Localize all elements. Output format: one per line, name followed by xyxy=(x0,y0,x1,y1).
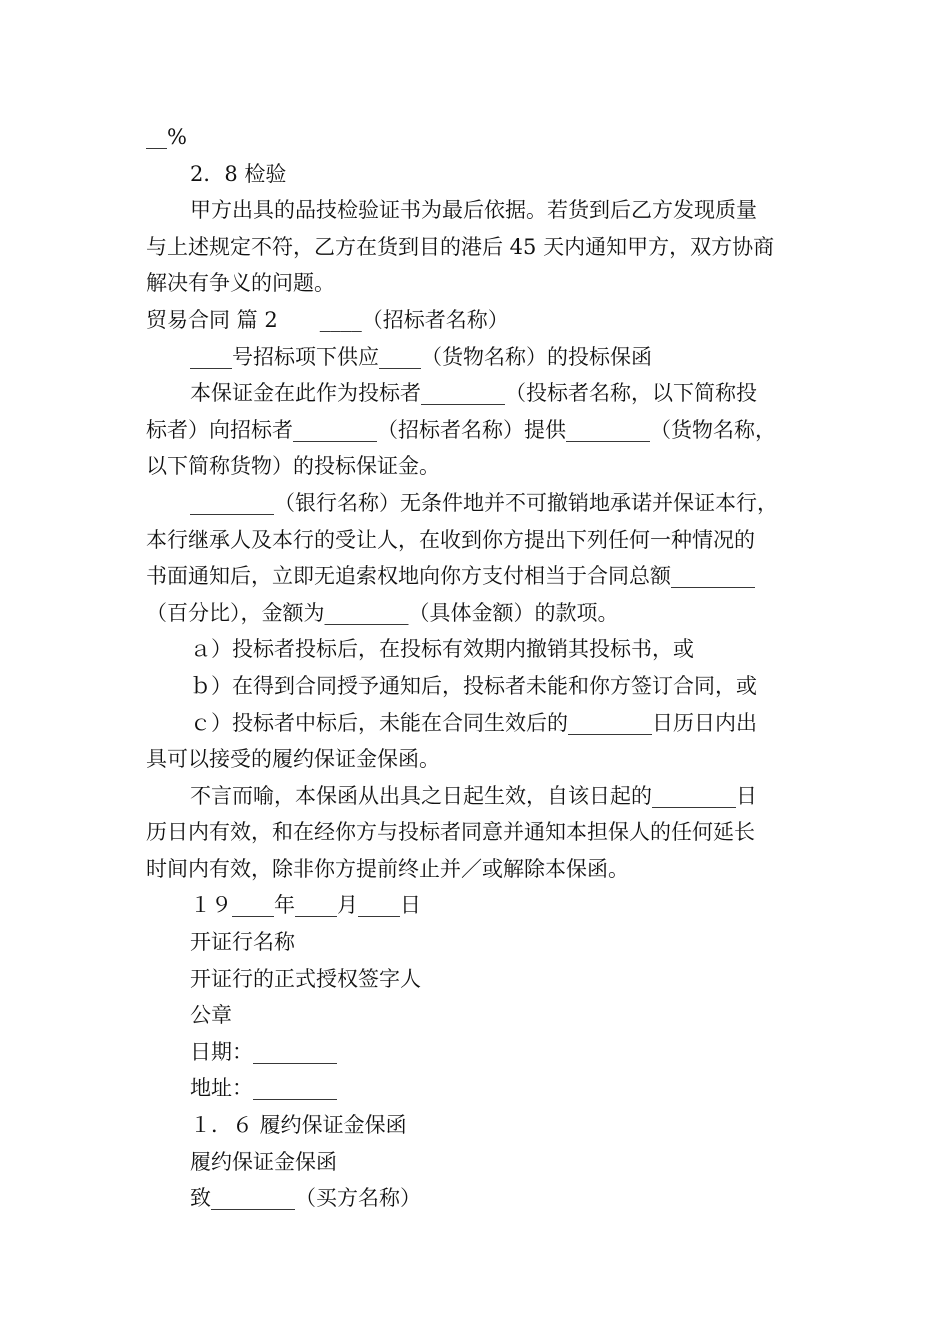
paragraph-line: 甲方出具的品技检验证书为最后依据。若货到后乙方发现质量 xyxy=(190,198,757,223)
paragraph-line: 书面通知后，立即无追索权地向你方支付相当于合同总额________ xyxy=(146,564,755,589)
addressee-line: 致________（买方名称） xyxy=(190,1186,421,1211)
document-page xyxy=(146,119,816,1217)
paragraph-line: 解决有争义的问题。 xyxy=(146,271,335,296)
paragraph-line: 历日内有效，和在经你方与投标者同意并通知本担保人的任何延长 xyxy=(146,820,755,845)
authorized-signatory: 开证行的正式授权签字人 xyxy=(190,966,421,991)
section-heading-inspection: 2．8 检验 xyxy=(190,161,287,186)
paragraph-line: 不言而喻，本保函从出具之日起生效，自该日起的________日 xyxy=(190,783,757,808)
percent-line: __% xyxy=(146,125,187,149)
paragraph-line: 时间内有效，除非你方提前终止并／或解除本保函。 xyxy=(146,856,629,881)
section-heading-performance-guarantee: １．６ 履约保证金保函 xyxy=(190,1113,407,1138)
performance-guarantee-title: 履约保证金保函 xyxy=(190,1149,337,1174)
official-seal: 公章 xyxy=(190,1003,232,1028)
paragraph-line: 与上述规定不符，乙方在货到目的港后 45 天内通知甲方，双方协商 xyxy=(146,234,775,259)
date-line: １９____年____月____日 xyxy=(190,893,421,918)
paragraph-line: ________（银行名称）无条件地并不可撤销地承诺并保证本行， xyxy=(190,490,778,515)
paragraph-line: 标者）向招标者________（招标者名称）提供________（货物名称， xyxy=(146,417,776,442)
clause-a: ａ）投标者投标后，在投标有效期内撤销其投标书，或 xyxy=(190,637,694,662)
address-field: 地址：________ xyxy=(190,1076,337,1101)
guarantee-title-line: ____号招标项下供应____（货物名称）的投标保函 xyxy=(190,344,652,369)
clause-b: ｂ）在得到合同授予通知后，投标者未能和你方签订合同，或 xyxy=(190,673,757,698)
date-field: 日期：________ xyxy=(190,1039,337,1064)
paragraph-line: 以下简称货物）的投标保证金。 xyxy=(146,454,440,479)
issuing-bank-name: 开证行名称 xyxy=(190,930,295,955)
contract-title-line: 贸易合同 篇 2 ____（招标者名称） xyxy=(146,307,509,332)
paragraph-line: （百分比），金额为________（具体金额）的款项。 xyxy=(146,600,619,625)
paragraph-line: 本行继承人及本行的受让人，在收到你方提出下列任何一种情况的 xyxy=(146,527,755,552)
paragraph-line: 具可以接受的履约保证金保函。 xyxy=(146,747,440,772)
paragraph-line: 本保证金在此作为投标者________（投标者名称，以下简称投 xyxy=(190,381,757,406)
clause-c: ｃ）投标者中标后，未能在合同生效后的________日历日内出 xyxy=(190,710,757,735)
